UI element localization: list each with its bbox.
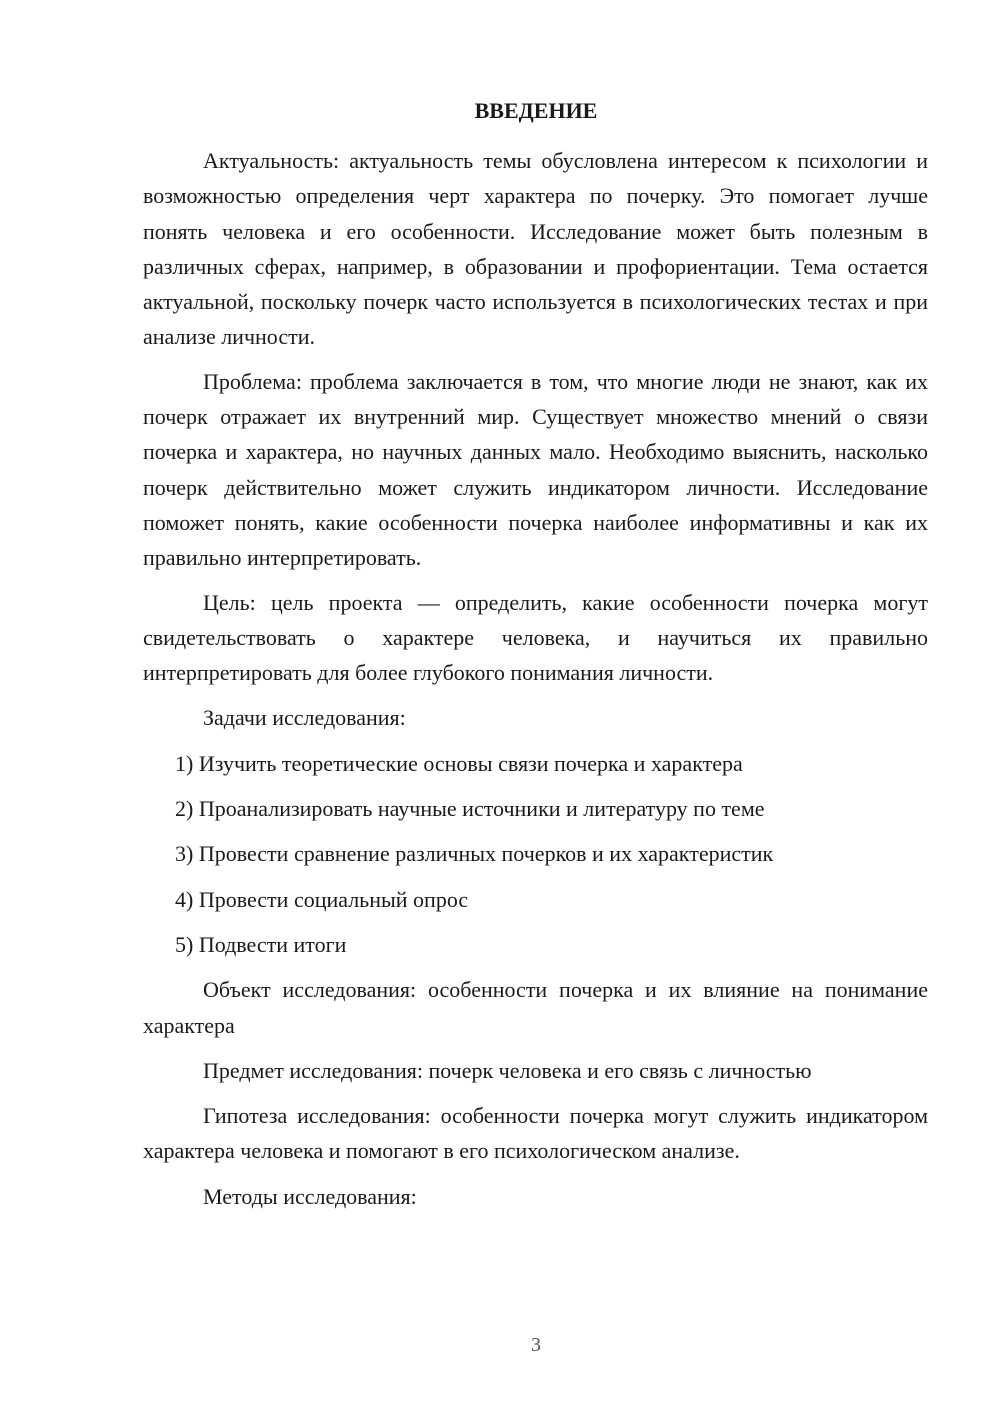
problem-paragraph: Проблема: проблема заключается в том, что многие люди не знают, как их почерк отражает их внутренний мир. Существует множество мнений о связи почерка и характера, но научных данных мало. Необходимо выяснить, насколько почерк действительно может служить индикатором личности. Исследование поможет понять, какие особенности почерка наиболее информативны и как их правильно интерпретировать. xyxy=(143,368,928,571)
subject-paragraph: Предмет исследования: почерк человека и его связь с личностью xyxy=(203,1057,812,1083)
list-item: 2) Проанализировать научные источники и литературу по теме xyxy=(175,796,765,822)
section-heading: ВВЕДЕНИЕ xyxy=(474,98,598,123)
page-number: 3 xyxy=(531,1334,541,1356)
list-item: 3) Провести сравнение различных почерков и их характеристик xyxy=(175,841,774,867)
hypothesis-paragraph: Гипотеза исследования: особенности почерка могут служить индикатором характера человека и помогают в его психологическом анализе. xyxy=(143,1103,928,1164)
goal-paragraph: Цель: цель проекта — определить, какие особенности почерка могут свидетельствовать о характере человека, и научиться их правильно интерпретировать для более глубокого понимания личности. xyxy=(143,589,928,686)
tasks-list xyxy=(143,746,928,962)
tasks-title: Задачи исследования: xyxy=(203,705,406,731)
list-item: 4) Провести социальный опрос xyxy=(175,886,469,912)
document-body xyxy=(143,143,928,1214)
object-paragraph: Объект исследования: особенности почерка и их влияние на понимание характера xyxy=(143,977,928,1038)
relevance-paragraph: Актуальность: актуальность темы обусловлена интересом к психологии и возможностью определения черт характера по почерку. Это помогает лучше понять человека и его особенности. Исследование может быть полезным в различных сферах, например, в образовании и профориентации. Тема остается актуальной, поскольку почерк часто используется в психологических тестах и при анализе личности. xyxy=(143,148,928,350)
methods-title: Методы исследования: xyxy=(203,1183,417,1209)
list-item: 1) Изучить теоретические основы связи почерка и характера xyxy=(175,750,743,776)
list-item: 5) Подвести итоги xyxy=(175,931,347,957)
